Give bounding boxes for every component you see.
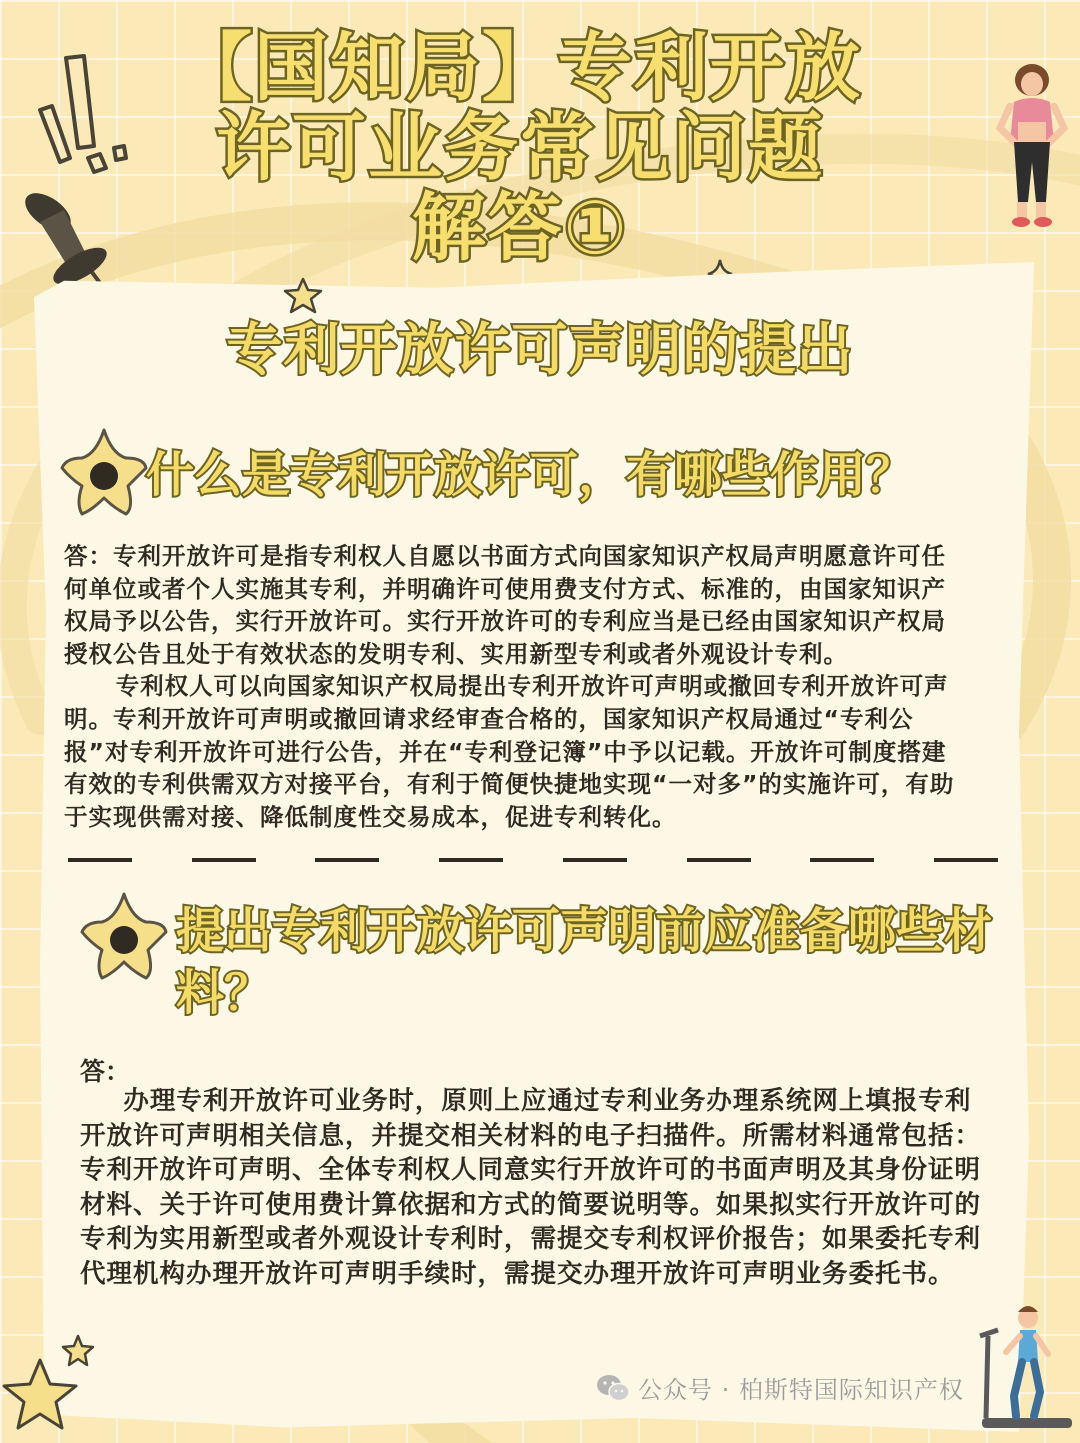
star-bullet-icon [56, 424, 152, 520]
exclamation-marks-icon [18, 50, 128, 180]
answer-2-label: 答： [80, 1057, 131, 1086]
answer-1-paragraph-2: 专利权人可以向国家知识产权局提出专利开放许可声明或撤回专利开放许可声明。专利开放许可声明或撤回请求经审查合格的，国家知识产权局通过“专利公报”对专利开放许可进行公告，并在“专利登记簿”中予以记载。开放许可制度搭建有效的专利供需双方对接平台，有利于简便快捷地实现“一对多”的实施许可，有助于实现供需对接、降低制度性交易成本，促进专利转化。 [64, 672, 955, 831]
dashed-divider [68, 858, 998, 864]
page-title [150, 25, 890, 271]
question-2-heading: 提出专利开放许可声明前应准备哪些材料？ [176, 903, 993, 1021]
title-line-2: 许可业务常见问题 [216, 105, 824, 191]
watermark [596, 1370, 964, 1405]
title-line-1: 【国知局】专利开放 [178, 25, 862, 111]
star-bullet-icon [76, 888, 172, 984]
answer-1-paragraph-1: 答：专利开放许可是指专利权人自愿以书面方式向国家知识产权局声明愿意许可任何单位或者个人实施其专利，并明确许可使用费支付方式、标准的，由国家知识产权局予以公告，实行开放许可。实行开放许可的专利应当是已经由国家知识产权局授权公告且处于有效状态的发明专利、实用新型专利或者外观设计专利。 [64, 542, 946, 668]
answer-1-text [64, 540, 964, 833]
answer-2-text: 办理专利开放许可业务时，原则上应通过专利业务办理系统网上填报专利开放许可声明相关信息，并提交相关材料的电子扫描件。所需材料通常包括：专利开放许可声明、全体专利权人同意实行开放许可的书面声明及其身份证明材料、关于许可使用费计算依据和方式的简要说明等。如果拟实行开放许可的专利为实用新型或者外观设计专利时，需提交专利权评价报告；如果委托专利代理机构办理开放许可声明手续时，需提交办理开放许可声明业务委托书。 [80, 1086, 982, 1289]
watermark-text: 公众号 · 柏斯特国际知识产权 [638, 1376, 964, 1404]
title-line-3: 解答① [411, 185, 629, 271]
woman-illustration-icon [996, 62, 1068, 230]
corner-stars-icon [0, 1330, 120, 1443]
question-1-heading: 什么是专利开放许可，有哪些作用？ [146, 447, 915, 503]
section-title: 专利开放许可声明的提出 [226, 318, 854, 383]
treadmill-runner-icon [976, 1300, 1076, 1440]
wechat-icon [596, 1373, 630, 1403]
